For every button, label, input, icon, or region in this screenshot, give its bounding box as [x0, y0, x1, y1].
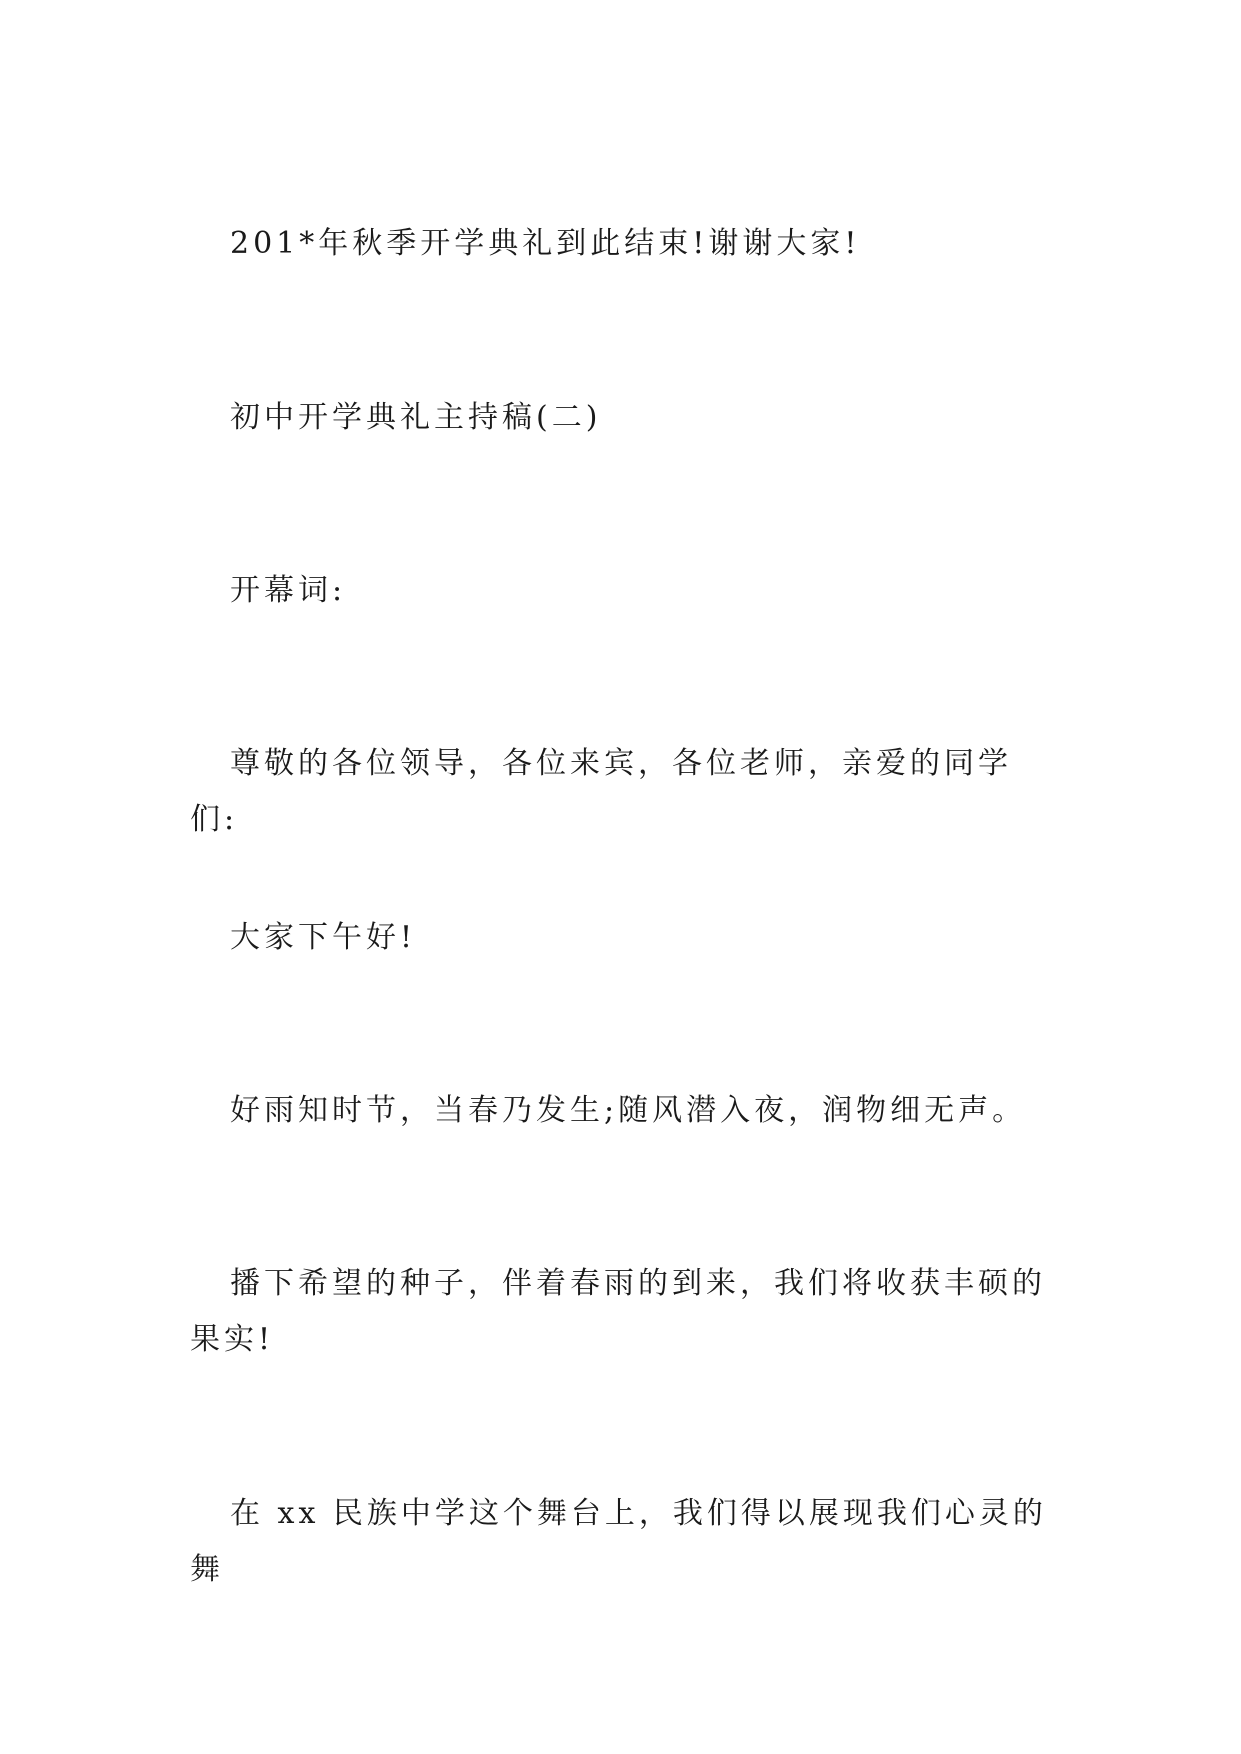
- poem-line: 好雨知时节，当春乃发生;随风潜入夜，润物细无声。: [230, 1093, 1027, 1128]
- closing-line: 201*年秋季开学典礼到此结束!谢谢大家!: [230, 226, 861, 261]
- section-title: 初中开学典礼主持稿(二): [230, 400, 602, 435]
- body-paragraph: 在 xx 民族中学这个舞台上，我们得以展现我们心灵的舞: [190, 1496, 1047, 1587]
- opening-heading: 开幕词:: [230, 573, 347, 608]
- greeting: 大家下午好!: [230, 920, 417, 955]
- body-paragraph: 播下希望的种子，伴着春雨的到来，我们将收获丰硕的果实!: [190, 1266, 1046, 1357]
- salutation: 尊敬的各位领导，各位来宾，各位老师，亲爱的同学们:: [190, 746, 1012, 837]
